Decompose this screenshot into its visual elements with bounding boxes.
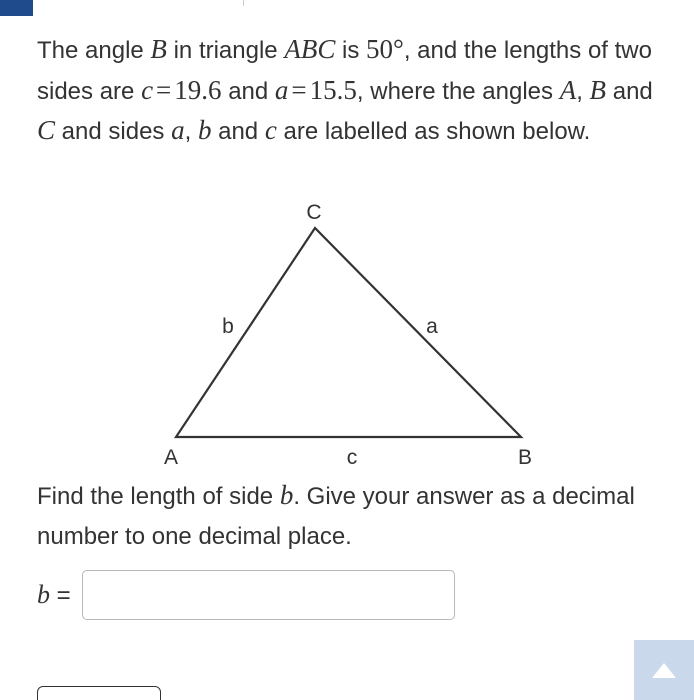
scroll-to-top-button[interactable] (634, 640, 694, 700)
instruction-text: Find the length of side b. Give your answer as a decimal number to one decimal place. (37, 480, 635, 550)
question-text: The angle B in triangle ABC is 50°, and the lengths of two sides are c = 19.6 and a = 15.5, where the angles A, B and C and sides a, b and c are labelled as shown below. (37, 34, 653, 145)
answer-input[interactable] (82, 570, 455, 620)
side-a-variable: a (274, 74, 289, 105)
side-a-label: a (426, 315, 438, 338)
target-side: b (279, 480, 294, 510)
side-c-variable: c (141, 74, 154, 105)
side-b-label: b (222, 315, 234, 338)
side-c-label: c (346, 446, 358, 469)
triangle-up-icon (652, 663, 676, 678)
side-a-value: 15.5 (309, 74, 357, 105)
angle-value: 50° (366, 34, 404, 64)
header-accent-bar (0, 0, 33, 16)
submit-button[interactable] (37, 686, 161, 700)
vertex-b-label: B (517, 446, 533, 469)
side-c-value: 19.6 (174, 74, 222, 105)
triangle-shape (176, 228, 521, 437)
answer-row (37, 568, 455, 622)
triangle-name: ABC (284, 34, 336, 64)
header-divider (243, 0, 244, 6)
vertex-a-label: A (163, 446, 179, 469)
angle-variable: B (150, 34, 167, 64)
answer-label: b = (37, 580, 71, 609)
vertex-c-label: C (306, 201, 322, 224)
